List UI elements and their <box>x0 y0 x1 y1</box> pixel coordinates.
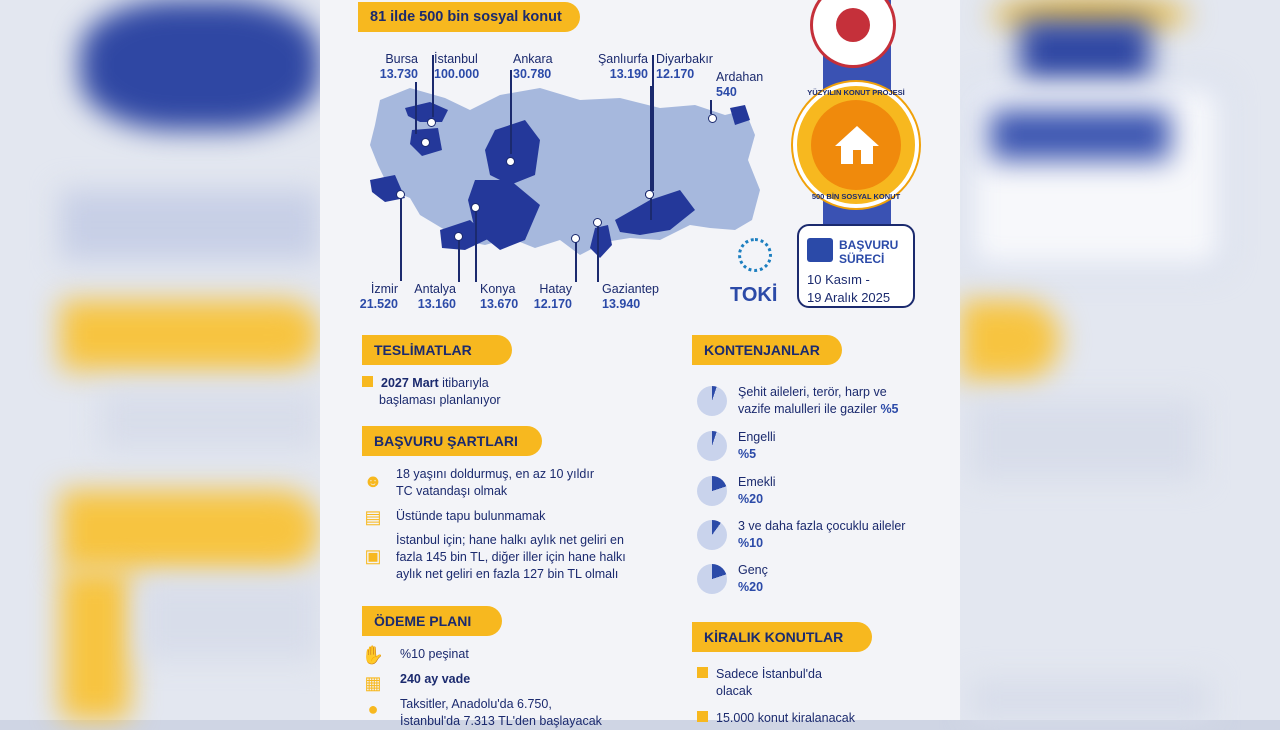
teslimatlar-text: 2027 Mart itibarıyla başlaması planlanıyor <box>362 375 501 409</box>
quota-item-0: Şehit aileleri, terör, harp ve vazife malulleri ile gaziler %5 <box>738 385 899 416</box>
badge-ring-top: YÜZYILIN KONUT PROJESİ <box>807 88 905 97</box>
odeme-item-2: 240 ay vade <box>400 672 471 686</box>
konya-dot <box>471 203 480 212</box>
toki-logo: TOKİ <box>730 284 778 306</box>
bullet-square <box>697 711 708 722</box>
basvuru-dates-1: 10 Kasım - <box>807 272 870 287</box>
gaziantep-leader <box>597 222 599 282</box>
izmir-dot <box>396 190 405 199</box>
quota-item-4: Genç %20 <box>738 563 768 594</box>
basvuru-title-1: BAŞVURU <box>839 238 899 252</box>
odeme-title: ÖDEME PLANI <box>362 606 502 636</box>
diyarbakir-dot <box>645 190 654 199</box>
antalya-dot <box>454 232 463 241</box>
quota-percent: %20 <box>738 492 764 506</box>
kiralik-item-1: Sadece İstanbul'da olacak <box>697 666 822 700</box>
quota-percent: %5 <box>880 402 899 416</box>
bursa-leader <box>415 82 417 134</box>
infographic-panel <box>320 0 960 728</box>
city-ardahan: Ardahan 540 <box>716 70 764 99</box>
bursa-dot <box>421 138 430 147</box>
bullet-square <box>362 376 373 387</box>
teslimatlar-title: TESLİMATLAR <box>362 335 512 365</box>
konya-leader <box>475 205 477 282</box>
quota-item-2: Emekli %20 <box>738 475 776 506</box>
quota-item-3: 3 ve daha fazla çocuklu aileler %10 <box>738 519 906 550</box>
quota-pie-1 <box>697 431 727 461</box>
quota-pie-4 <box>697 564 727 594</box>
ankara-leader <box>510 70 512 154</box>
hatay-leader <box>575 238 577 282</box>
sartlar-item-3: İstanbul için; hane halkı aylık net geliri en fazla 145 bin TL, diğer iller için hane halkı aylık net geliri en fazla 127 bin TL olmalı <box>396 533 626 581</box>
city-diyarbakir: Diyarbakır 12.170 <box>656 52 713 81</box>
city-sanliurfa: Şanlıurfa 13.190 <box>597 52 648 81</box>
people-icon: ☻ <box>363 470 383 491</box>
calendar-icon <box>807 238 833 262</box>
city-ankara: Ankara 30.780 <box>513 52 553 81</box>
odeme-item-1: %10 peşinat <box>400 647 469 661</box>
quota-pie-3 <box>697 520 727 550</box>
city-gaziantep: Gaziantep 13.940 <box>602 282 659 311</box>
toki-tree-icon <box>738 238 772 272</box>
bullet-square <box>697 667 708 678</box>
city-bursa: Bursa 13.730 <box>379 52 418 81</box>
odeme-item-3: Taksitler, Anadolu'da 6.750, İstanbul'da 7.313 TL'den başlayacak <box>400 697 602 728</box>
sartlar-item-1: 18 yaşını doldurmuş, en az 10 yıldır TC vatandaşı olmak <box>396 467 595 498</box>
calendar-money-icon: ▦ <box>364 672 382 693</box>
hand-money-icon: ✋ <box>361 644 385 665</box>
ankara-dot <box>506 157 515 166</box>
city-izmir: İzmir 21.520 <box>359 282 398 311</box>
house-hands-icon <box>827 116 887 176</box>
document-icon: ▤ <box>364 506 382 527</box>
seal-emblem-icon <box>836 8 870 42</box>
badge-ring-bottom: 500 BİN SOSYAL KONUT <box>811 192 901 201</box>
quota-percent: %5 <box>738 447 757 461</box>
basvuru-box <box>797 224 915 308</box>
izmir-leader <box>400 195 402 281</box>
quota-percent: %20 <box>738 580 764 594</box>
city-antalya: Antalya 13.160 <box>414 282 456 311</box>
city-hatay: Hatay 12.170 <box>533 282 572 311</box>
project-badge <box>793 82 919 208</box>
quota-pie-2 <box>697 476 727 506</box>
quota-percent: %10 <box>738 536 764 550</box>
kontenjanlar-title: KONTENJANLAR <box>692 335 842 365</box>
kiralik-item-2: 15.000 konut kiralanacak <box>697 710 855 727</box>
hatay-dot <box>571 234 580 243</box>
ardahan-leader <box>710 100 712 114</box>
gaziantep-dot <box>593 218 602 227</box>
quota-pie-0 <box>697 386 727 416</box>
ardahan-dot <box>708 114 717 123</box>
header-title: 81 ilde 500 bin sosyal konut <box>358 2 580 32</box>
basvuru-dates-2: 19 Aralık 2025 <box>807 290 891 305</box>
turkey-map <box>350 80 770 280</box>
istanbul-dot <box>427 118 436 127</box>
wallet-icon: ▣ <box>364 545 382 566</box>
sartlar-title: BAŞVURU ŞARTLARI <box>362 426 542 456</box>
diyarbakir-leader <box>652 55 654 191</box>
sartlar-item-2: Üstünde tapu bulunmamak <box>396 509 546 523</box>
coins-icon: ● <box>367 698 379 719</box>
basvuru-title-2: SÜRECİ <box>839 252 885 266</box>
kiralik-title: KİRALIK KONUTLAR <box>692 622 872 652</box>
quota-item-1: Engelli %5 <box>738 430 776 461</box>
city-konya: Konya 13.670 <box>480 282 519 311</box>
city-istanbul: İstanbul 100.000 <box>434 52 480 81</box>
